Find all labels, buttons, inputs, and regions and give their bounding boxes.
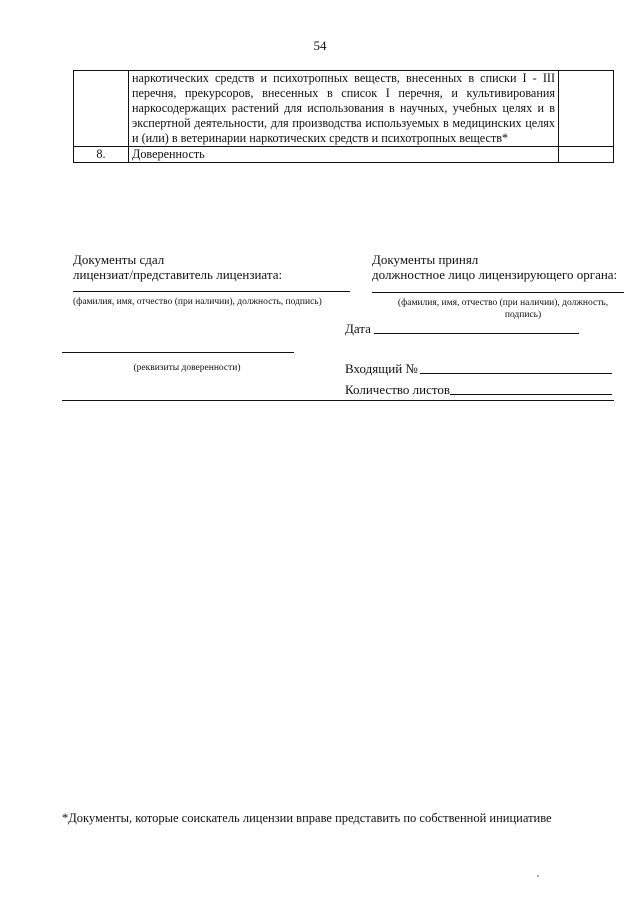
row-mark-cell [559, 147, 614, 163]
received-by-label: Документы принял [372, 252, 479, 267]
power-of-attorney-caption: (реквизиты доверенности) [133, 363, 241, 373]
licensee-signature-caption: (фамилия, имя, отчество (при наличии), должность, подпись) [73, 297, 322, 307]
footnote: *Документы, которые соискатель лицензии вправе представить по собственной инициативе [62, 811, 552, 825]
power-of-attorney-line[interactable] [62, 352, 294, 353]
table-row [74, 71, 614, 147]
row-text: Доверенность [129, 147, 559, 163]
licensee-signature-line[interactable] [73, 291, 350, 292]
sheets-count-label: Количество листов [345, 382, 451, 397]
official-signature-caption [378, 297, 628, 321]
incoming-number-field-line[interactable] [420, 373, 612, 374]
official-caption-line1: (фамилия, имя, отчество (при наличии), должность, [397, 298, 609, 308]
date-label: Дата [345, 321, 371, 336]
date-field-line[interactable] [374, 333, 579, 334]
row-number: 8. [74, 147, 129, 163]
official-label: должностное лицо лицензирующего органа: [372, 267, 618, 282]
scan-speck [537, 875, 539, 877]
section-divider [62, 400, 614, 401]
documents-table [73, 70, 614, 163]
row-mark-cell [559, 71, 614, 147]
row-number [74, 71, 129, 147]
page-number: 54 [313, 38, 327, 53]
row-text: наркотических средств и психотропных веществ, внесенных в списки I - III перечня, прекурсоров, внесенных в список I перечня, и культивирования наркосодержащих растений для использования в научных, учебных целях и в экспертной деятельности, для производства используемых в медицинских целях и (или) в ветеринарии наркотических средств и психотропных веществ* [129, 71, 559, 147]
incoming-number-label: Входящий № [345, 361, 418, 376]
official-caption-line2: подпись) [504, 310, 542, 320]
licensee-label: лицензиат/представитель лицензиата: [73, 267, 283, 282]
official-signature-line[interactable] [372, 292, 624, 293]
table-row [74, 147, 614, 163]
submitted-by-label: Документы сдал [73, 252, 165, 267]
sheets-count-field-line[interactable] [450, 394, 612, 395]
